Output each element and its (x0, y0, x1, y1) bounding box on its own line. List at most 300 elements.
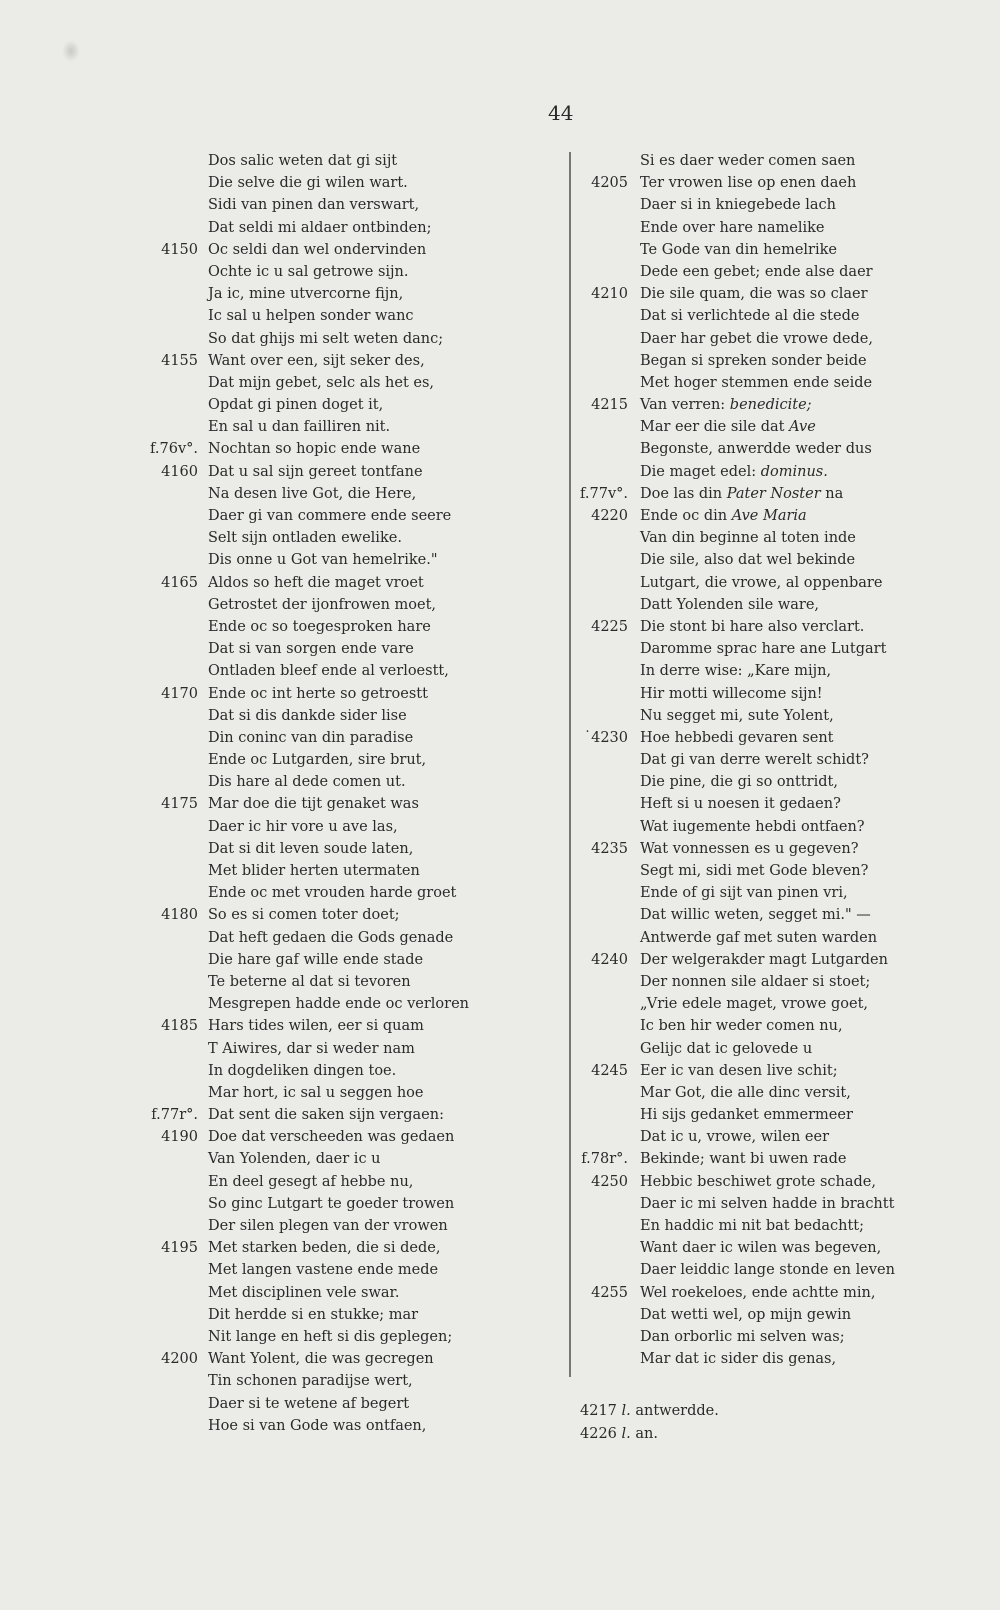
verse-text-roman: En haddic mi nit bat bedachtt; (640, 1218, 865, 1234)
verse-line (140, 616, 520, 638)
verse-text (208, 749, 426, 771)
line-number: 4215 (591, 397, 628, 414)
verse-line (140, 838, 520, 860)
verse-line (140, 194, 520, 216)
line-number: 4205 (591, 175, 628, 192)
verse-text-roman: Ende of gi sijt van pinen vri, (640, 885, 848, 902)
verse-line (140, 416, 520, 438)
verse-text (208, 771, 406, 793)
verse-line (572, 771, 932, 793)
verse-line (140, 461, 520, 483)
verse-text (640, 572, 882, 594)
verse-text (208, 904, 400, 926)
verse-text (640, 683, 823, 705)
verse-text (208, 217, 431, 239)
verse-text (640, 816, 865, 838)
verse-text-roman: Ter vrowen lise op enen daeh (640, 175, 857, 192)
verse-text (208, 394, 383, 416)
line-number: 4250 (591, 1173, 628, 1190)
verse-text-roman: Lutgart, die vrowe, al oppenbare (640, 574, 883, 591)
verse-text (640, 927, 877, 949)
line-number: f.77v°. (580, 485, 628, 502)
verse-line (140, 594, 520, 616)
verse-line (572, 971, 932, 993)
verse-text (640, 1126, 829, 1148)
verse-text-roman: Dat u sal sijn gereet tontfane (208, 463, 423, 480)
verse-text (640, 1259, 895, 1281)
verse-line (572, 882, 932, 904)
verse-text (208, 971, 411, 993)
line-number: f.76v°. (150, 441, 198, 458)
footnote (580, 1400, 719, 1423)
verse-text (208, 1415, 426, 1437)
verse-text-roman: Dat wetti wel, op mijn gewin (640, 1306, 852, 1323)
verse-text-roman: Oc seldi dan wel ondervinden (208, 241, 427, 258)
verse-text (208, 328, 443, 350)
verse-text (640, 638, 886, 660)
verse-text-roman: Met starken beden, die si dede, (208, 1240, 441, 1257)
verse-text (208, 1171, 413, 1193)
verse-line (572, 283, 932, 305)
line-number: 4180 (161, 907, 198, 924)
column-divider (569, 152, 571, 1377)
verse-text (640, 1215, 864, 1237)
verse-text-roman: Began si spreken sonder beide (640, 352, 867, 369)
verse-line (572, 239, 932, 261)
verse-text-roman: Dede een gebet; ende alse daer (640, 263, 873, 280)
verse-text-italic: dominus. (760, 463, 828, 480)
verse-text-roman: Hi sijs gedanket emmermeer (640, 1107, 853, 1124)
footnotes (580, 1400, 719, 1445)
verse-line (140, 1259, 520, 1281)
verse-line (572, 860, 932, 882)
verse-line (572, 616, 932, 638)
verse-line (140, 172, 520, 194)
verse-text-italic: Pater Noster (726, 485, 821, 502)
verse-line (140, 993, 520, 1015)
verse-text (640, 949, 888, 971)
footnote-text: antwerdde. (635, 1403, 719, 1419)
verse-text-roman: Ic sal u helpen sonder wanc (208, 308, 414, 325)
verse-text-roman: Daer ic mi selven hadde in brachtt (640, 1195, 895, 1212)
verse-text (208, 1215, 448, 1237)
verse-line (572, 1060, 932, 1082)
verse-line (572, 1126, 932, 1148)
verse-text (208, 594, 436, 616)
verse-text-roman: Ja ic, mine utvercorne fijn, (208, 286, 404, 303)
verse-text (208, 527, 402, 549)
verse-text (640, 971, 870, 993)
verse-text-roman: Din coninc van din paradise (208, 729, 414, 746)
verse-text-roman: Daer si in kniegebede lach (640, 197, 836, 214)
verse-line (572, 838, 932, 860)
verse-line (572, 1348, 932, 1370)
verse-line (572, 949, 932, 971)
verse-text (640, 1060, 838, 1082)
verse-text (208, 1348, 434, 1370)
verse-text (208, 860, 420, 882)
verse-line (572, 927, 932, 949)
verse-text (208, 172, 408, 194)
verse-line (572, 904, 932, 926)
verse-text-roman: Dat ic u, vrowe, wilen eer (640, 1129, 830, 1146)
verse-line (572, 1015, 932, 1037)
line-number: 4235 (591, 840, 628, 857)
verse-text (640, 771, 838, 793)
footnote-number: 4217 (580, 1403, 617, 1419)
verse-line (140, 1193, 520, 1215)
verse-text (208, 949, 423, 971)
verse-line (140, 1126, 520, 1148)
verse-text (208, 549, 438, 571)
line-number: 4245 (591, 1062, 628, 1079)
verse-text-roman: Met hoger stemmen ende seide (640, 374, 873, 391)
verse-text (208, 616, 431, 638)
verse-line (140, 816, 520, 838)
verse-text-roman: Dat heft gedaen die Gods genade (208, 929, 454, 946)
verse-text-roman: Segt mi, sidi met Gode bleven? (640, 863, 869, 879)
verse-line (572, 261, 932, 283)
verse-line (572, 461, 932, 483)
verse-line (140, 572, 520, 594)
verse-text-roman: En deel gesegt af hebbe nu, (208, 1173, 414, 1190)
verse-text (208, 350, 425, 372)
verse-text-roman: Datt Yolenden sile ware, (640, 596, 820, 613)
line-number: 4210 (591, 286, 628, 303)
verse-line (572, 1304, 932, 1326)
verse-line (140, 283, 520, 305)
verse-text-roman: Selt sijn ontladen ewelike. (208, 530, 402, 547)
verse-text-roman: Mar hort, ic sal u seggen hoe (208, 1084, 424, 1101)
verse-text (208, 1393, 409, 1415)
verse-text-roman: Na desen live Got, die Here, (208, 485, 417, 502)
verse-line (140, 860, 520, 882)
verse-text (640, 350, 867, 372)
verse-line (140, 749, 520, 771)
verse-text-roman: Ontladen bleef ende al verloestt, (208, 663, 449, 680)
line-number: 4195 (161, 1240, 198, 1257)
verse-text (640, 261, 873, 283)
verse-text-roman: Nit lange en heft si dis geplegen; (208, 1328, 453, 1345)
line-number: 4220 (591, 508, 628, 524)
verse-line (140, 904, 520, 926)
verse-line (572, 1326, 932, 1348)
verse-text (640, 616, 864, 638)
verse-text-roman: Dat gi van derre werelt schidt? (640, 752, 869, 769)
verse-text (640, 1148, 846, 1170)
verse-text-roman: Die pine, die gi so onttridt, (640, 774, 838, 791)
verse-line (140, 1282, 520, 1304)
line-number: 4190 (161, 1129, 198, 1146)
verse-text-roman: Dis hare al dede comen ut. (208, 774, 406, 791)
left-verse-column (140, 150, 520, 1437)
footnote (580, 1423, 719, 1446)
verse-text-roman: Sidi van pinen dan verswart, (208, 197, 420, 214)
verse-text-roman: In derre wise: „Kare mijn, (640, 663, 832, 680)
verse-text-roman: Wat iugemente hebdi ontfaen? (640, 818, 865, 835)
verse-text-roman: Dos salic weten dat gi sijt (208, 153, 398, 169)
verse-text-roman: Aldos so heft die maget vroet (208, 574, 424, 591)
verse-text (640, 172, 856, 194)
verse-line (140, 1370, 520, 1392)
verse-line (572, 549, 932, 571)
verse-text (208, 638, 414, 660)
verse-text (640, 860, 868, 882)
verse-line (140, 549, 520, 571)
line-number: 4170 (161, 685, 198, 702)
verse-text-roman: Van verren: (640, 397, 726, 414)
verse-line (572, 394, 932, 416)
verse-text (640, 1082, 851, 1104)
verse-text (640, 549, 855, 571)
verse-text (208, 1370, 413, 1392)
verse-text-roman: Te Gode van din hemelrike (640, 241, 837, 258)
verse-text (208, 727, 413, 749)
verse-line (140, 527, 520, 549)
verse-line (140, 683, 520, 705)
verse-text (208, 239, 426, 261)
verse-line (572, 683, 932, 705)
verse-text-roman: Hir motti willecome sijn! (640, 685, 823, 702)
verse-text-roman: Opdat gi pinen doget it, (208, 397, 384, 414)
verse-text (640, 749, 869, 771)
verse-text (640, 1015, 843, 1037)
verse-line (140, 1082, 520, 1104)
verse-text-roman: Begonste, anwerdde weder dus (640, 441, 872, 458)
verse-text (640, 660, 831, 682)
verse-text-roman: „Vrie edele maget, vrowe goet, (640, 996, 869, 1013)
verse-text-roman: Ende oc int herte so getroestt (208, 685, 428, 702)
verse-text-roman: Der silen plegen van der vrowen (208, 1218, 448, 1234)
verse-text-roman: Dis onne u Got van hemelrike." (208, 552, 438, 569)
verse-text-roman: Dat si dis dankde sider lise (208, 707, 407, 724)
verse-text-roman: So ginc Lutgart te goeder trowen (208, 1195, 455, 1212)
verse-line (572, 1282, 932, 1304)
verse-text-italic: benedicite; (729, 397, 812, 414)
line-number: f.77r°. (151, 1107, 198, 1124)
verse-text-roman: Der welgerakder magt Lutgarden (640, 951, 888, 968)
footnote-abbr: l. (621, 1403, 631, 1419)
verse-text-roman: Met disciplinen vele swar. (208, 1284, 400, 1301)
verse-line (140, 949, 520, 971)
verse-text (208, 1038, 415, 1060)
verse-line (572, 793, 932, 815)
verse-text-roman: Want Yolent, die was gecregen (208, 1351, 434, 1368)
verse-text-roman: Ende oc met vrouden harde groet (208, 885, 457, 902)
verse-text (640, 1282, 875, 1304)
verse-text (208, 150, 397, 172)
verse-text (208, 793, 419, 815)
verse-text-roman: Daer ic hir vore u ave las, (208, 818, 398, 835)
verse-text-roman: Die selve die gi wilen wart. (208, 175, 408, 192)
verse-text-roman: Hoe si van Gode was ontfaen, (208, 1417, 427, 1434)
verse-text-roman: Mar Got, die alle dinc versit, (640, 1084, 851, 1101)
verse-text (640, 305, 859, 327)
line-number: 4240 (591, 951, 628, 968)
verse-text (640, 1326, 845, 1348)
verse-line (572, 328, 932, 350)
verse-text-roman: Want daer ic wilen was begeven, (640, 1240, 882, 1257)
verse-line (140, 1415, 520, 1437)
verse-text (640, 882, 848, 904)
verse-text (640, 461, 828, 483)
verse-text-roman: Hoe hebbedi gevaren sent (640, 729, 834, 746)
verse-text (208, 1304, 418, 1326)
verse-line (140, 971, 520, 993)
verse-line (572, 483, 932, 505)
verse-text (208, 1126, 454, 1148)
verse-text (208, 461, 423, 483)
verse-text (208, 283, 403, 305)
verse-text (208, 1282, 399, 1304)
verse-text-italic: Ave (789, 419, 816, 436)
verse-text-roman: Van Yolenden, daer ic u (208, 1151, 381, 1168)
verse-text-roman: Mesgrepen hadde ende oc verloren (208, 996, 469, 1013)
verse-text-roman: Met langen vastene ende mede (208, 1262, 439, 1279)
verse-text (208, 505, 451, 527)
verse-text-roman: Mar doe die tijt genaket was (208, 796, 419, 813)
line-number: 4175 (161, 796, 198, 813)
verse-text (640, 239, 837, 261)
verse-line (572, 1038, 932, 1060)
verse-line (140, 1148, 520, 1170)
verse-text-roman: Ende oc so toegesproken hare (208, 618, 431, 635)
verse-text (208, 261, 409, 283)
verse-text (208, 816, 398, 838)
verse-line (140, 1393, 520, 1415)
verse-text-roman: Wel roekeloes, ende achtte min, (640, 1284, 876, 1301)
verse-text (208, 305, 414, 327)
verse-text-roman: Getrostet der ijonfrowen moet, (208, 596, 437, 613)
verse-text (640, 594, 819, 616)
verse-text-roman: Met blider herten utermaten (208, 863, 420, 879)
verse-text (208, 372, 434, 394)
verse-text-roman: Tin schonen paradijse wert, (208, 1373, 413, 1390)
verse-text-roman: Gelijc dat ic gelovede u (640, 1040, 813, 1057)
verse-line (572, 350, 932, 372)
verse-text (208, 993, 469, 1015)
verse-line (140, 1348, 520, 1370)
verse-text (640, 1038, 812, 1060)
verse-text (640, 438, 872, 460)
verse-line (572, 705, 932, 727)
footnote-abbr: l. (621, 1425, 631, 1442)
verse-text-roman: Daer si te wetene af begert (208, 1395, 410, 1412)
line-number: 4155 (161, 352, 198, 369)
verse-text-roman: In dogdeliken dingen toe. (208, 1062, 397, 1079)
page-number: 44 (548, 101, 574, 125)
verse-text (640, 1348, 836, 1370)
verse-line (572, 1215, 932, 1237)
right-verse-column (572, 150, 932, 1370)
verse-text-roman: Dat willic weten, segget mi." — (640, 907, 871, 924)
footnote-number: 4226 (580, 1425, 617, 1442)
verse-line (140, 483, 520, 505)
verse-text (640, 394, 812, 416)
verse-text-roman: Te beterne al dat si tevoren (208, 973, 411, 990)
verse-text (208, 1104, 444, 1126)
verse-line (140, 394, 520, 416)
verse-text-roman: Nochtan so hopic ende wane (208, 441, 421, 458)
verse-text-roman: Bekinde; want bi uwen rade (640, 1151, 847, 1168)
verse-text (640, 328, 873, 350)
verse-text-roman: Ochte ic u sal getrowe sijn. (208, 263, 409, 280)
line-number: 4150 (161, 241, 198, 258)
verse-text-roman: Dat si verlichtede al die stede (640, 308, 860, 325)
verse-line (572, 816, 932, 838)
verse-text (208, 194, 419, 216)
verse-text-roman: Dat sent die saken sijn vergaen: (208, 1107, 444, 1124)
verse-text-roman: Van din beginne al toten inde (640, 530, 856, 547)
verse-text (640, 904, 871, 926)
verse-line (572, 416, 932, 438)
verse-text (208, 838, 413, 860)
verse-text (640, 372, 872, 394)
verse-text-roman: Eer ic van desen live schit; (640, 1062, 838, 1079)
verse-text (208, 483, 416, 505)
verse-line (140, 305, 520, 327)
verse-text-roman: Hebbic beschiwet grote schade, (640, 1173, 876, 1190)
verse-text (208, 438, 420, 460)
verse-text-roman: Ende over hare namelike (640, 219, 825, 236)
verse-text (640, 217, 825, 239)
verse-text-roman: Daer har gebet die vrowe dede, (640, 330, 873, 347)
verse-text (640, 194, 836, 216)
verse-line (140, 438, 520, 460)
verse-line (140, 927, 520, 949)
verse-text (640, 283, 868, 305)
paper-stain (62, 40, 80, 62)
verse-line (572, 1237, 932, 1259)
verse-text (208, 683, 428, 705)
verse-text (208, 1082, 424, 1104)
verse-line (572, 305, 932, 327)
verse-line (140, 328, 520, 350)
verse-line (140, 1237, 520, 1259)
line-number: f.78r°. (581, 1151, 628, 1168)
verse-text-roman: Doe dat verscheeden was gedaen (208, 1129, 455, 1146)
verse-text-roman: Doe las din (640, 485, 723, 502)
verse-line (572, 1148, 932, 1170)
verse-text-roman: Die sile quam, die was so claer (640, 286, 868, 303)
verse-line (140, 793, 520, 815)
verse-text (208, 705, 407, 727)
verse-text (208, 1326, 452, 1348)
verse-text-roman: Dat mijn gebet, selc als het es, (208, 374, 435, 391)
verse-text (640, 793, 841, 815)
verse-line (140, 505, 520, 527)
verse-line (140, 638, 520, 660)
verse-line (140, 1104, 520, 1126)
verse-text (208, 1015, 424, 1037)
verse-text (640, 1237, 881, 1259)
verse-text-italic: Ave Maria (731, 508, 807, 524)
verse-line (140, 217, 520, 239)
verse-text (640, 505, 807, 527)
verse-line (572, 660, 932, 682)
verse-text (208, 660, 449, 682)
verse-line (572, 505, 932, 527)
verse-text (208, 1193, 454, 1215)
verse-text-roman: Mar eer die sile dat (640, 419, 785, 436)
verse-text (640, 1193, 894, 1215)
verse-line (140, 261, 520, 283)
verse-text-roman: Antwerde gaf met suten warden (640, 929, 878, 946)
verse-text-roman: Dan orborlic mi selven was; (640, 1328, 845, 1345)
verse-text-roman: So dat ghijs mi selt weten danc; (208, 330, 444, 347)
verse-text (640, 150, 855, 172)
line-number: 4165 (161, 574, 198, 591)
